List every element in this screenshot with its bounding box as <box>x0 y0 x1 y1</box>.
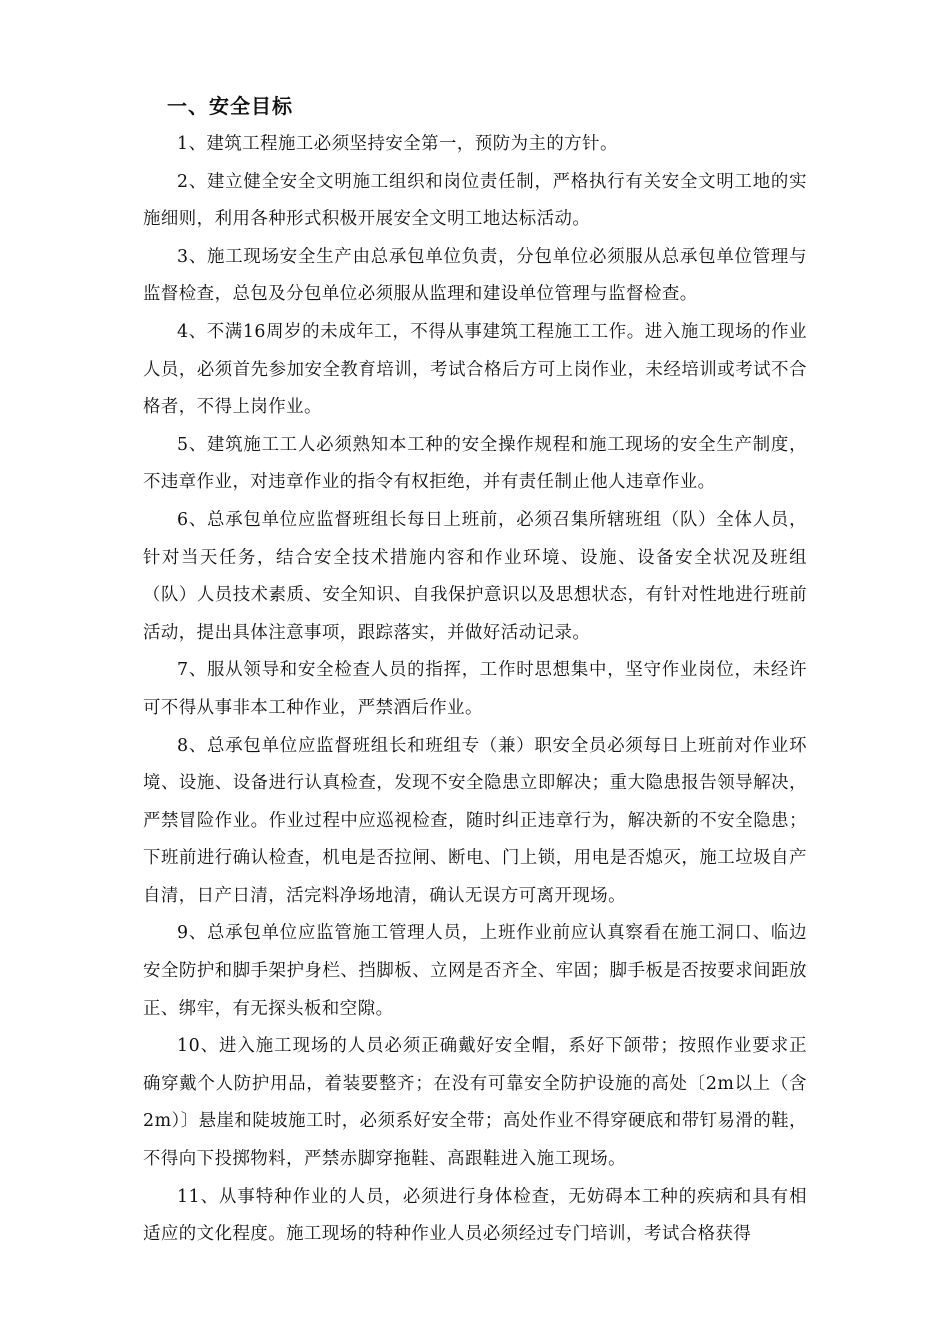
paragraph-3: 3、施工现场安全生产由总承包单位负责，分包单位必须服从总承包单位管理与监督检查，总包及分包单位必须服从监理和建设单位管理与监督检查。 <box>143 246 807 305</box>
paragraph-1: 1、建筑工程施工必须坚持安全第一，预防为主的方针。 <box>177 134 618 154</box>
paragraph-5: 5、建筑施工工人必须熟知本工种的安全操作规程和施工现场的安全生产制度，不违章作业，对违章作业的指令有权拒绝，并有责任制止他人违章作业。 <box>143 434 807 493</box>
paragraph-11: 11、从事特种作业的人员，必须进行身体检查，无妨碍本工种的疾病和具有相适应的文化程度。施工现场的特种作业人员必须经过专门培训，考试合格获得 <box>143 1186 807 1245</box>
paragraph-7: 7、服从领导和安全检查人员的指挥，工作时思想集中，坚守作业岗位，未经许可不得从事非本工种作业，严禁酒后作业。 <box>143 660 807 718</box>
paragraph-4: 4、不满16周岁的未成年工，不得从事建筑工程施工工作。进入施工现场的作业人员，必须首先参加安全教育培训，考试合格后方可上岗作业，未经培训或考试不合格者，不得上岗作业。 <box>143 321 807 418</box>
section-heading: 一、安全目标 <box>167 94 293 118</box>
document-body <box>143 88 807 1254</box>
paragraph-2: 2、建立健全安全文明施工组织和岗位责任制，严格执行有关安全文明工地的实施细则，利用各种形式积极开展安全文明工地达标活动。 <box>143 171 807 230</box>
paragraph-6: 6、总承包单位应监督班组长每日上班前，必须召集所辖班组（队）全体人员，针对当天任务，结合安全技术措施内容和作业环境、设施、设备安全状况及班组（队）人员技术素质、安全知识、自我保护意识以及思想状态，有针对性地进行班前活动，提出具体注意事项，跟踪落实，并做好活动记录。 <box>143 509 807 643</box>
paragraph-10: 10、进入施工现场的人员必须正确戴好安全帽，系好下颌带；按照作业要求正确穿戴个人防护用品，着装要整齐；在没有可靠安全防护设施的高处〔2m以上（含2m）〕悬崖和陡坡施工时，必须系好安全带；高处作业不得穿硬底和带钉易滑的鞋，不得向下投掷物料，严禁赤脚穿拖鞋、高跟鞋进入施工现场。 <box>143 1036 807 1170</box>
paragraph-9: 9、总承包单位应监管施工管理人员，上班作业前应认真察看在施工洞口、临边安全防护和脚手架护身栏、挡脚板、立网是否齐全、牢固；脚手板是否按要求间距放正、绑牢，有无探头板和空隙。 <box>143 923 807 1019</box>
paragraph-8: 8、总承包单位应监督班组长和班组专（兼）职安全员必须每日上班前对作业环境、设施、设备进行认真检查，发现不安全隐患立即解决；重大隐患报告领导解决，严禁冒险作业。作业过程中应巡视检查，随时纠正违章行为，解决新的不安全隐患；下班前进行确认检查，机电是否拉闸、断电、门上锁，用电是否熄灭，施工垃圾自产自清，日产日清，活完料净场地清，确认无误方可离开现场。 <box>143 735 807 906</box>
